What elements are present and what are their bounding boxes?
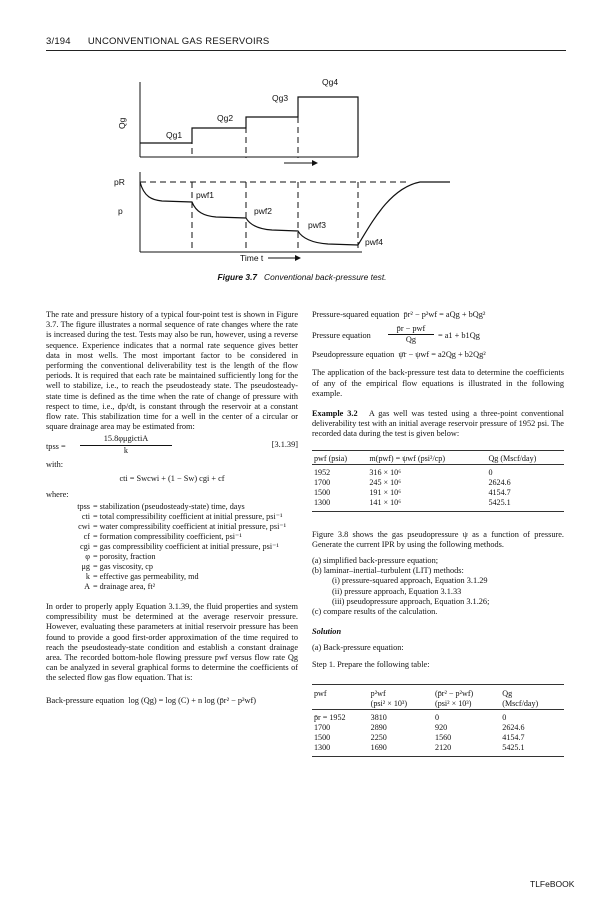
qg1-label: Qg1	[166, 130, 183, 140]
footer-watermark: TLFeBOOK	[530, 879, 575, 889]
pr-label: pR	[114, 177, 125, 187]
figure-number: Figure 3.7	[217, 272, 258, 282]
definition-row: φ = porosity, fraction	[85, 552, 156, 562]
table-row: 1500 2250 1560 4154.7	[314, 732, 525, 742]
solution-heading: Solution	[312, 627, 342, 637]
table-row: 1300 141 × 10⁶ 5425.1	[314, 497, 511, 507]
table-row: 1700 2890 920 2624.6	[314, 722, 525, 732]
definition-row: tpss = stabilization (pseudosteady-state) time, days	[77, 502, 245, 512]
list-item: (ii) pressure approach, Equation 3.1.33	[332, 586, 462, 596]
table-header-row: pwf (psia) m(pwf) = ψwf (psi²/cp) Qg (Mscf/day)	[312, 450, 564, 464]
solution-part-a: (a) Back-pressure equation:	[312, 643, 404, 653]
list-item: (c) compare results of the calculation.	[312, 607, 438, 617]
table-row: p̄r = 1952 3810 0 0	[312, 709, 564, 723]
definition-row: A = drainage area, ft²	[84, 582, 156, 592]
header-rule	[46, 50, 566, 51]
list-item: (iii) pseudopressure approach, Equation 3.1.26;	[332, 596, 490, 606]
list-item: (b) laminar–inertial–turbulent (LIT) methods:	[312, 566, 464, 576]
table-row: 1700 245 × 10⁶ 2624.6	[314, 477, 511, 487]
definition-list	[46, 502, 298, 592]
list-item: (a) simplified back-pressure equation;	[312, 556, 439, 566]
step-1: Step 1. Prepare the following table:	[312, 659, 430, 669]
qg-axis-label: Qg	[117, 117, 127, 129]
pseudopressure-equation: Pseudopressure equation ψ̄r − ψwf = a2Qg + b2Qg²	[312, 350, 486, 360]
p-axis-label: p	[118, 206, 123, 216]
running-header	[46, 36, 269, 47]
left-paragraph-1: The rate and pressure history of a typical four-point test is shown in Figure 3.7. The figure illustrates a normal sequence of rate changes where the rate is increased during the test. Tests may also be run, however, using a reverse sequence. Experience indicates that a normal rate sequence gives better data in most wells. The most important factor to be considered in performing the conventional deliverability test is the length of the flow periods. It is required that each rate be maintained sufficiently long for the well to stabilize, i.e., to reach the pseudosteady state. The pseudosteady-state time is defined as the time when the rate of change of pressure with respect to time, i.e., dp/dt, is constant through the reservoir at a constant flow rate. This stabilization time for a well in the center of a circular or square drainage area may be estimated from:	[46, 310, 298, 432]
definition-row: cgi = gas compressibility coefficient at initial pressure, psi⁻¹	[79, 542, 279, 552]
equation-number: [3.1.39]	[271, 440, 298, 450]
with-label: with:	[46, 460, 64, 470]
table-row: 1952 316 × 10⁶ 0	[312, 464, 564, 478]
time-axis-label: Time t	[240, 253, 264, 263]
chapter-title: UNCONVENTIONAL GAS RESERVOIRS	[87, 36, 270, 47]
qg4-label: Qg4	[322, 77, 339, 87]
right-paragraph-2: Figure 3.8 shows the gas pseudopressure ψ as a function of pressure. Generate the current IPR by using the following methods.	[312, 529, 564, 549]
figure-3-7	[100, 62, 510, 272]
page-number: 3/194	[46, 36, 71, 47]
table-header-row: pwf p²wf (p̄r² − p²wf) Qg	[312, 684, 564, 699]
left-paragraph-2: In order to properly apply Equation 3.1.39, the fluid properties and system compressibility must be determined at the average reservoir pressure. However, evaluating these parameters at initial reservoir pressure has been found to provide a good first-order approximation of the time required to reach the pseudosteady-state condition and establish a constant drainage area. The recorded bottom-hole flowing pressure pwf versus flow rate Qg can be analyzed in several graphical forms to determine the coefficients of the selected flow gas flow equation. That is:	[46, 602, 298, 683]
figure-caption	[0, 272, 604, 282]
example-3-2	[312, 409, 564, 440]
pwf3-label: pwf3	[308, 220, 326, 230]
qg2-label: Qg2	[217, 113, 234, 123]
table-subheader-row: (psi² × 10³) (psi² × 10³) (Mscf/day)	[370, 698, 539, 708]
list-item: (i) pressure-squared approach, Equation 3.1.29	[332, 576, 488, 586]
definition-row: cf = formation compressibility coefficient, psi⁻¹	[83, 532, 242, 542]
table-row: 1300 1690 2120 5425.1	[314, 742, 525, 752]
equation-3-1-39: tpss = 15.8φμgictiA k [3.1.39]	[46, 434, 298, 456]
pressure-equation: Pressure equation p̄r − pwf Qg = a1 + b1Qg	[312, 324, 480, 345]
pwf2-label: pwf2	[254, 206, 272, 216]
figure-title: Conventional back-pressure test.	[264, 272, 387, 282]
data-table-2	[312, 684, 564, 757]
pwf1-label: pwf1	[196, 190, 214, 200]
definition-row: cti = total compressibility coefficient at initial pressure, psi⁻¹	[81, 512, 283, 522]
equation-cti: cti = Swcwi + (1 − Sw) cgi + cf	[119, 473, 225, 483]
where-label: where:	[46, 489, 69, 499]
right-paragraph-1: The application of the back-pressure test data to determine the coefficients of any of the empirical flow equations is illustrated in the following example.	[312, 368, 564, 398]
definition-row: μg = gas viscosity, cp	[81, 562, 154, 572]
qg3-label: Qg3	[272, 93, 289, 103]
pwf4-label: pwf4	[365, 237, 383, 247]
definition-row: k = effective gas permeability, md	[85, 572, 199, 582]
right-column	[312, 310, 564, 757]
pressure-curve	[140, 182, 450, 245]
pressure-squared-equation: Pressure-squared equation p̄r² − p²wf = aQg + bQg²	[312, 310, 486, 319]
example-text: A gas well was tested using a three-point conventional deliverability test with an initial average reservoir pressure of 1952 psi. The recorded data during the test is given below:	[312, 409, 564, 439]
table-row: 1500 191 × 10⁶ 4154.7	[314, 487, 511, 497]
back-pressure-equation: Back-pressure equation log (Qg) = log (C) + n log (p̄r² − p²wf)	[46, 695, 257, 705]
left-column	[46, 310, 298, 706]
example-title: Example 3.2	[312, 409, 358, 419]
definition-row: cwi = water compressibility coefficient at initial pressure, psi⁻¹	[78, 522, 287, 532]
data-table-1	[312, 450, 564, 512]
method-list	[312, 556, 564, 617]
rate-steps	[140, 97, 358, 157]
